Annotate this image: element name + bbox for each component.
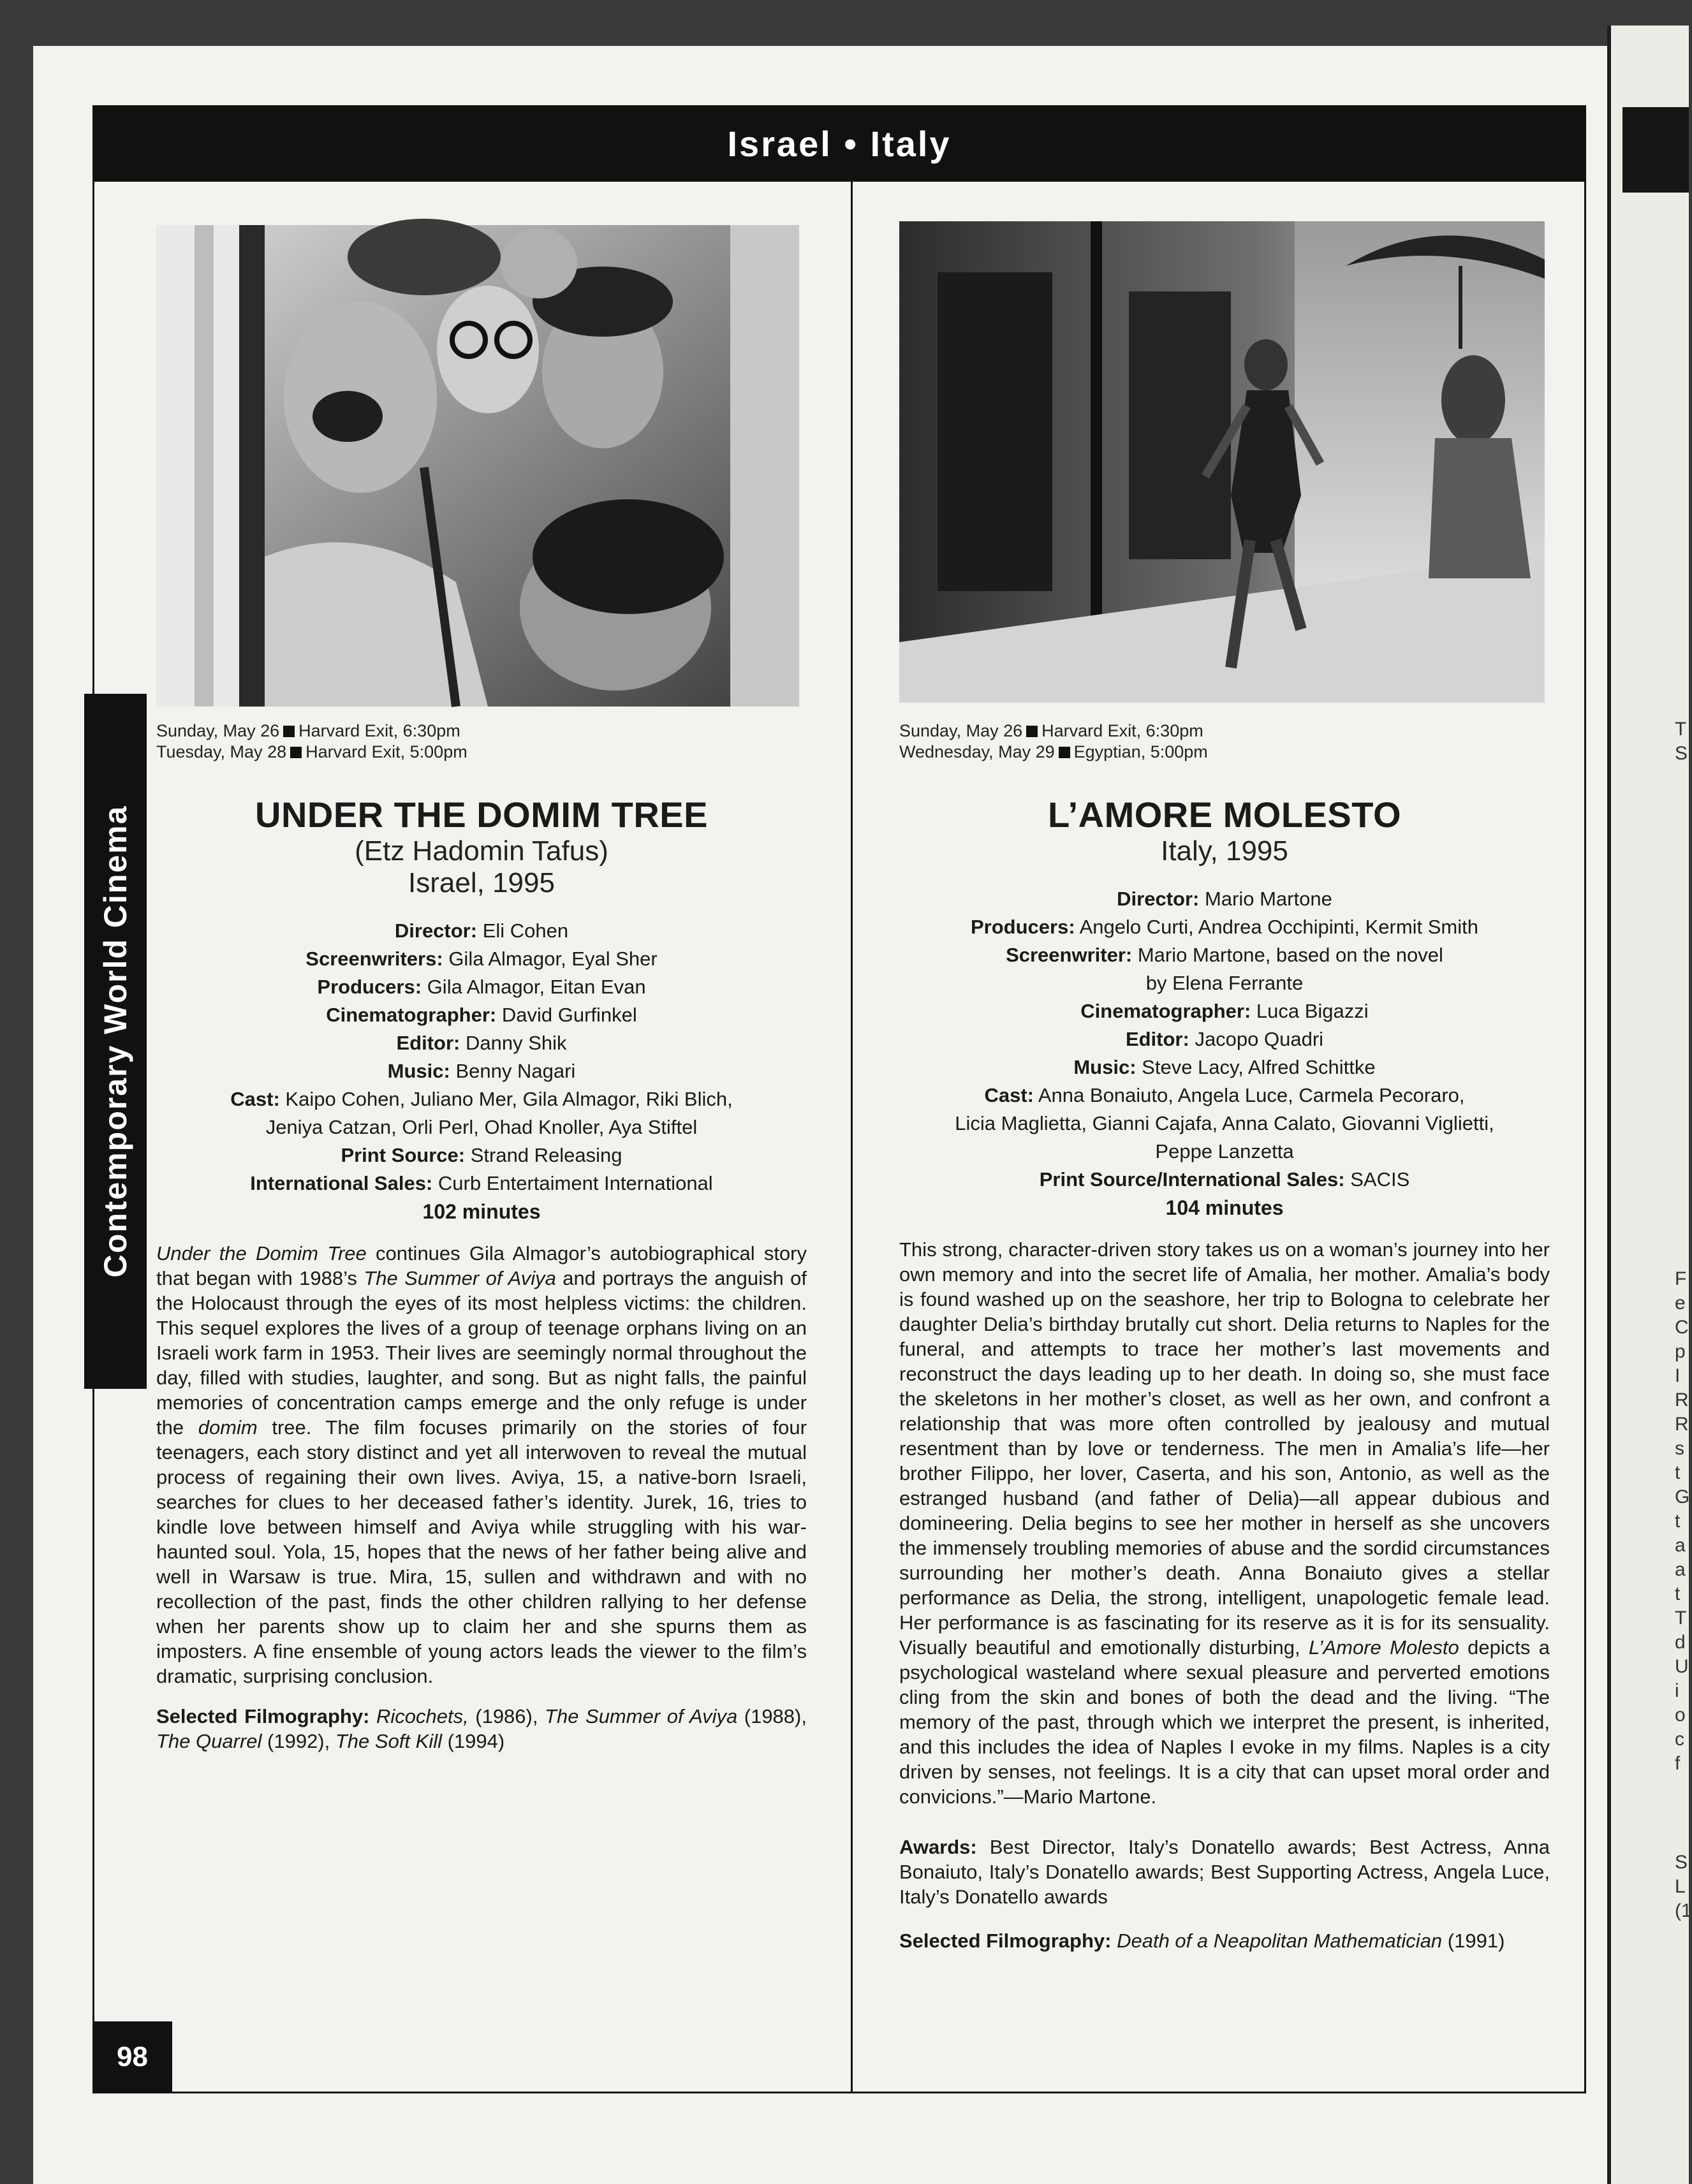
credit-row bbox=[156, 1169, 807, 1198]
left-film-column bbox=[156, 721, 807, 1754]
credit-label: Producers: bbox=[317, 976, 422, 998]
showtime-day: Sunday, May 26 bbox=[899, 721, 1023, 740]
credit-row bbox=[156, 1113, 807, 1141]
column-divider bbox=[851, 182, 853, 2093]
right-film-column bbox=[899, 721, 1550, 1953]
facing-page-text-bottom: S L (1 bbox=[1675, 1852, 1692, 1921]
film-still-under-the-domim-tree bbox=[156, 225, 799, 707]
synopsis-title-ref: Under the Domim Tree bbox=[156, 1242, 367, 1264]
credit-value: Mario Martone, based on the novel bbox=[1137, 944, 1443, 966]
credit-label: Music: bbox=[387, 1060, 450, 1082]
credit-row bbox=[899, 885, 1550, 913]
awards-text: Best Director, Italy’s Donatello awards; Best Actress, Anna Bonaiuto, Italy’s Donatello awards; Best Supporting Actress, Angela Luce, Italy’s Donatello awards bbox=[899, 1836, 1550, 1908]
showtime-venue: Egyptian, 5:00pm bbox=[1073, 742, 1208, 761]
credit-value: Anna Bonaiuto, Angela Luce, Carmela Pecoraro, bbox=[1038, 1084, 1465, 1106]
side-tab-label: Contemporary World Cinema bbox=[98, 805, 133, 1278]
showtimes bbox=[156, 721, 807, 763]
credit-value: Jeniya Catzan, Orli Perl, Ohad Knoller, Aya Stiftel bbox=[265, 1116, 698, 1138]
showtime-row bbox=[899, 742, 1550, 763]
synopsis-title-ref: L’Amore Molesto bbox=[1309, 1636, 1459, 1659]
credit-label: Print Source: bbox=[341, 1144, 466, 1166]
credit-value: Peppe Lanzetta bbox=[1155, 1140, 1294, 1162]
selected-filmography bbox=[899, 1928, 1550, 1953]
credit-value: Curb Entertaiment International bbox=[438, 1172, 713, 1194]
credit-value: Strand Releasing bbox=[470, 1144, 622, 1166]
facing-page-text-body: F e C p I R R s t G t a a t T d U i o c f bbox=[1675, 1268, 1690, 1774]
showtime-day: Wednesday, May 29 bbox=[899, 742, 1055, 761]
synopsis-text: depicts a psychological wasteland where sexual pleasure and perverted emotions cling from the skin and bones of both the dead and the living. “The memory of the past, through which we interpret the present, is inherited, and this includes the idea of Naples I evoke in my films. Naples is a city driven by senses, not feelings. It is a city that can upset moral order and convicions.”—Mario Martone. bbox=[899, 1636, 1550, 1808]
credit-value: Gila Almagor, Eyal Sher bbox=[448, 948, 658, 970]
selected-filmography bbox=[156, 1704, 807, 1754]
credit-value: SACIS bbox=[1350, 1168, 1410, 1191]
credit-label: Screenwriter: bbox=[1006, 944, 1133, 966]
synopsis-text: tree. The film focuses primarily on the stories of four teenagers, each story distinct and yet all interwoven to reveal the mutual process of regaining their own lives. Aviya, 15, a native-born Israeli, searches for clues to her deceased father’s identity. Jurek, 16, tries to kindle love between himself and Aviya while struggling with his war-haunted soul. Yola, 15, hopes that the news of her father being alive and well in Warsaw is true. Mira, 15, sullen and withdrawn and with no recollection of the past, finds the other children rallying to her defense when her parents show up to claim her and she spurns them as imposters. A fine ensemble of young actors leads the viewer to the film’s dramatic, surprising conclusion. bbox=[156, 1416, 807, 1687]
credit-row bbox=[156, 945, 807, 973]
credit-row bbox=[899, 1053, 1550, 1081]
credits-block bbox=[156, 917, 807, 1198]
filmography-year: (1986), bbox=[468, 1705, 545, 1727]
credit-row bbox=[899, 941, 1550, 969]
filmography-year: (1991) bbox=[1442, 1930, 1505, 1952]
section-title: Israel • Italy bbox=[727, 123, 952, 164]
credit-row bbox=[156, 1001, 807, 1029]
awards bbox=[899, 1835, 1550, 1909]
runtime: 104 minutes bbox=[1165, 1196, 1284, 1219]
credit-label: Director: bbox=[394, 920, 478, 942]
film-still-lamore-molesto bbox=[899, 221, 1545, 703]
credit-value: Gila Almagor, Eitan Evan bbox=[427, 976, 646, 998]
credit-value: Benny Nagari bbox=[455, 1060, 576, 1082]
credit-label: Cinematographer: bbox=[326, 1004, 497, 1026]
synopsis-title-ref: The Summer of Aviya bbox=[364, 1267, 556, 1289]
facing-page-edge bbox=[1611, 26, 1692, 2184]
showtime-row bbox=[899, 721, 1550, 742]
filmography-title: Death of a Neapolitan Mathematician bbox=[1117, 1930, 1443, 1952]
credit-value: by Elena Ferrante bbox=[1145, 972, 1304, 994]
credit-row bbox=[899, 1025, 1550, 1053]
credit-label: Cinematographer: bbox=[1080, 1000, 1251, 1022]
credit-value: Jacopo Quadri bbox=[1195, 1028, 1324, 1050]
credit-label: Screenwriters: bbox=[305, 948, 443, 970]
showtime-venue: Harvard Exit, 6:30pm bbox=[1041, 721, 1203, 740]
credit-label: Cast: bbox=[984, 1084, 1034, 1106]
credit-value: David Gurfinkel bbox=[501, 1004, 637, 1026]
showtime-row bbox=[156, 742, 807, 763]
filmography-label: Selected Filmography: bbox=[156, 1705, 370, 1727]
synopsis-emphasis: domim bbox=[198, 1416, 258, 1439]
credit-row bbox=[156, 1085, 807, 1113]
credit-row bbox=[899, 969, 1550, 997]
credit-label: International Sales: bbox=[250, 1172, 433, 1194]
facing-page-text-top: T S bbox=[1675, 719, 1688, 764]
filmography-title: The Summer of Aviya bbox=[545, 1705, 738, 1727]
filmography-title: The Quarrel bbox=[156, 1730, 262, 1752]
credit-value: Luca Bigazzi bbox=[1256, 1000, 1369, 1022]
filmography-title: The Soft Kill bbox=[335, 1730, 442, 1752]
credit-value: Mario Martone bbox=[1204, 888, 1332, 910]
credit-value: Angelo Curti, Andrea Occhipinti, Kermit Smith bbox=[1079, 916, 1478, 938]
showtime-day: Sunday, May 26 bbox=[156, 721, 280, 740]
credit-value: Steve Lacy, Alfred Schittke bbox=[1142, 1056, 1376, 1078]
credit-row bbox=[899, 1110, 1550, 1138]
synopsis-text: and portrays the anguish of the Holocaust through the eyes of its most helpless victims: the children. This sequel explores the lives of a group of teenage orphans living on an Israeli work farm in 1953. Their lives are seemingly normal throughout the day, filled with studies, laughter, and song. But as night falls, the painful memories of concentration camps emerge and the only refuge is under the bbox=[156, 1267, 807, 1439]
credit-label: Editor: bbox=[396, 1032, 460, 1054]
credit-label: Print Source/International Sales: bbox=[1039, 1168, 1345, 1191]
filmography-year: (1992), bbox=[261, 1730, 335, 1752]
film-title: L’AMORE MOLESTO bbox=[1047, 795, 1402, 835]
credit-row bbox=[899, 1081, 1550, 1110]
awards-label: Awards: bbox=[899, 1836, 977, 1858]
synopsis bbox=[899, 1237, 1550, 1809]
page-number: 98 bbox=[92, 2021, 172, 2093]
film-country-year: Italy, 1995 bbox=[1161, 835, 1288, 867]
credit-label: Cast: bbox=[230, 1088, 280, 1110]
credit-row bbox=[156, 1029, 807, 1057]
credit-row bbox=[156, 973, 807, 1001]
credit-row bbox=[899, 997, 1550, 1025]
credit-label: Music: bbox=[1073, 1056, 1137, 1078]
synopsis-text: continues Gila Almagor’s autobiographical story that began with 1988’s bbox=[156, 1242, 807, 1289]
credit-row bbox=[156, 917, 807, 945]
credit-label: Editor: bbox=[1125, 1028, 1189, 1050]
credit-value: Danny Shik bbox=[465, 1032, 567, 1054]
film-country-year: Israel, 1995 bbox=[408, 867, 555, 898]
credit-row bbox=[156, 1057, 807, 1085]
credit-row bbox=[899, 1138, 1550, 1166]
synopsis-text: This strong, character-driven story takes us on a woman’s journey into her own memory and into the secret life of Amalia, her mother. Amalia’s body is found washed up on the seashore, her trip to Bologna to celebrate her daughter Delia’s birthday brutally cut short. Delia returns to Naples for the funeral, and attempts to trace her mother’s last movements and reconstruct the days leading up to her death. In doing so, she must face the skeletons in her mother’s closet, as well as her own, and confront a relationship that was more often controlled by jealousy and mutual resentment than by love or tenderness. The men in Amalia’s life—her brother Filippo, her lover, Caserta, and his son, Antonio, as well as the estranged husband (and father of Delia)—all appear dubious and domineering. Delia begins to see her mother in herself as she uncovers the immensely troubling memories of abuse and the sordid circumstances surrounding her mother’s death. Anna Bonaiuto gives a stellar performance as Delia, the strong, intelligent, unapologetic female lead. Her performance is as fascinating for its reserve as it is for its sensuality. Visually beautiful and emotionally disturbing, bbox=[899, 1238, 1550, 1659]
credit-row bbox=[899, 1166, 1550, 1194]
credit-value: Kaipo Cohen, Juliano Mer, Gila Almagor, Riki Blich, bbox=[285, 1088, 733, 1110]
film-title: UNDER THE DOMIM TREE bbox=[255, 795, 708, 835]
credit-label: Director: bbox=[1117, 888, 1200, 910]
credit-label: Producers: bbox=[970, 916, 1075, 938]
showtime-venue: Harvard Exit, 5:00pm bbox=[305, 742, 467, 761]
showtime-venue: Harvard Exit, 6:30pm bbox=[298, 721, 460, 740]
film-original-title: (Etz Hadomin Tafus) bbox=[355, 835, 608, 867]
filmography-label: Selected Filmography: bbox=[899, 1930, 1112, 1952]
showtimes bbox=[899, 721, 1550, 763]
credit-row bbox=[899, 913, 1550, 941]
filmography-year: (1994) bbox=[441, 1730, 505, 1752]
facing-page-header-bar bbox=[1622, 107, 1689, 193]
credit-value: Licia Maglietta, Gianni Cajafa, Anna Calato, Giovanni Viglietti, bbox=[955, 1112, 1494, 1134]
credit-value: Eli Cohen bbox=[482, 920, 569, 942]
credit-row bbox=[156, 1141, 807, 1169]
section-header bbox=[92, 105, 1586, 182]
showtime-row bbox=[156, 721, 807, 742]
synopsis bbox=[156, 1241, 807, 1689]
filmography-title: Ricochets, bbox=[376, 1705, 469, 1727]
showtime-day: Tuesday, May 28 bbox=[156, 742, 287, 761]
runtime: 102 minutes bbox=[422, 1200, 541, 1223]
credits-block bbox=[899, 885, 1550, 1194]
filmography-year: (1988), bbox=[737, 1705, 807, 1727]
